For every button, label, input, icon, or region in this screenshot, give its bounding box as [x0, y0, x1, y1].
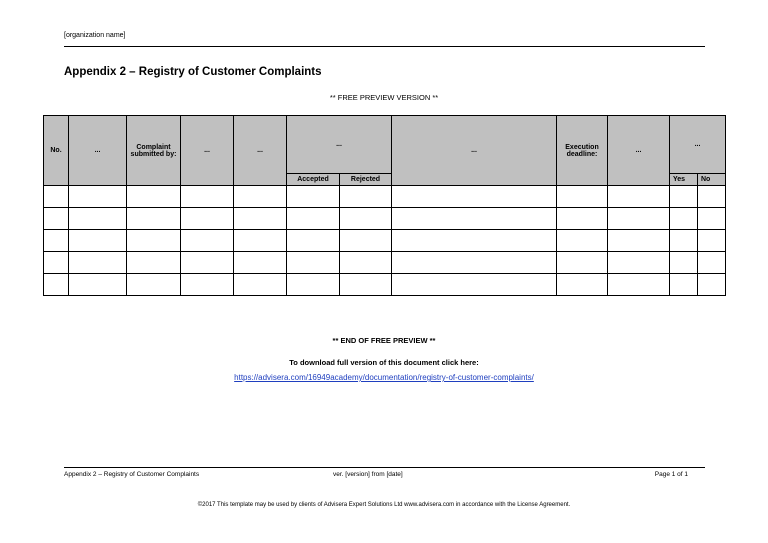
table-cell[interactable] — [557, 274, 608, 296]
table-cell[interactable] — [127, 186, 181, 208]
header-divider — [64, 46, 705, 47]
table-cell[interactable] — [234, 186, 287, 208]
footer-page-number: Page 1 of 1 — [654, 471, 688, 478]
table-cell[interactable] — [69, 208, 127, 230]
header-col8: ... — [392, 116, 557, 186]
table-cell[interactable] — [340, 208, 392, 230]
table-cell[interactable] — [234, 274, 287, 296]
table-cell[interactable] — [181, 252, 234, 274]
header-col6: ... — [287, 116, 392, 174]
table-cell[interactable] — [392, 230, 557, 252]
header-col4: ... — [181, 116, 234, 186]
table-cell[interactable] — [44, 186, 69, 208]
table-row — [44, 230, 726, 252]
table-cell[interactable] — [287, 252, 340, 274]
free-preview-banner: ** FREE PREVIEW VERSION ** — [329, 93, 439, 102]
copyright-notice: ©2017 This template may be used by clients of Advisera Expert Solutions Ltd www.advisera.com in accordance with the License Agreement. — [197, 502, 571, 508]
table-cell[interactable] — [127, 230, 181, 252]
table-cell[interactable] — [44, 252, 69, 274]
table-cell[interactable] — [698, 230, 726, 252]
table-cell[interactable] — [392, 252, 557, 274]
table-row — [44, 274, 726, 296]
table-cell[interactable] — [69, 230, 127, 252]
header-execution-deadline: Execution deadline: — [557, 116, 608, 186]
table-cell[interactable] — [670, 208, 698, 230]
header-col5: ... — [234, 116, 287, 186]
table-cell[interactable] — [557, 186, 608, 208]
table-cell[interactable] — [698, 208, 726, 230]
end-preview-banner: ** END OF FREE PREVIEW ** — [332, 336, 436, 345]
download-instruction: To download full version of this document click here: — [289, 358, 479, 367]
table-cell[interactable] — [69, 274, 127, 296]
table-cell[interactable] — [670, 230, 698, 252]
footer-document-name: Appendix 2 – Registry of Customer Complaints — [64, 471, 200, 478]
table-cell[interactable] — [287, 186, 340, 208]
table-cell[interactable] — [670, 252, 698, 274]
table-cell[interactable] — [670, 186, 698, 208]
table-cell[interactable] — [44, 274, 69, 296]
download-link[interactable]: https://advisera.com/16949academy/documentation/registry-of-customer-complaints/ — [234, 373, 534, 382]
table-cell[interactable] — [287, 274, 340, 296]
table-cell[interactable] — [340, 252, 392, 274]
table-cell[interactable] — [340, 186, 392, 208]
table-cell[interactable] — [340, 230, 392, 252]
table-cell[interactable] — [557, 208, 608, 230]
table-cell[interactable] — [392, 186, 557, 208]
table-cell[interactable] — [287, 230, 340, 252]
table-cell[interactable] — [181, 274, 234, 296]
document-title: Appendix 2 – Registry of Customer Complaints — [64, 66, 322, 78]
header-rejected: Rejected — [340, 174, 392, 186]
table-cell[interactable] — [698, 252, 726, 274]
table-cell[interactable] — [670, 274, 698, 296]
table-cell[interactable] — [127, 274, 181, 296]
header-yes: Yes — [670, 174, 698, 186]
table-cell[interactable] — [608, 252, 670, 274]
table-cell[interactable] — [44, 230, 69, 252]
table-cell[interactable] — [287, 208, 340, 230]
header-col10: ... — [608, 116, 670, 186]
table-cell[interactable] — [44, 208, 69, 230]
table-cell[interactable] — [608, 208, 670, 230]
table-row — [44, 208, 726, 230]
table-cell[interactable] — [234, 252, 287, 274]
header-complaint-submitted-by: Complaint submitted by: — [127, 116, 181, 186]
table-row — [44, 252, 726, 274]
registry-table — [43, 115, 726, 296]
table-cell[interactable] — [127, 252, 181, 274]
table-cell[interactable] — [557, 230, 608, 252]
table-cell[interactable] — [392, 274, 557, 296]
table-cell[interactable] — [340, 274, 392, 296]
table-cell[interactable] — [608, 186, 670, 208]
table-cell[interactable] — [181, 208, 234, 230]
table-cell[interactable] — [392, 208, 557, 230]
table-row — [44, 186, 726, 208]
table-cell[interactable] — [234, 230, 287, 252]
table-cell[interactable] — [557, 252, 608, 274]
table-cell[interactable] — [698, 186, 726, 208]
table-cell[interactable] — [234, 208, 287, 230]
header-no: No. — [44, 116, 69, 186]
header-no-sub: No — [698, 174, 726, 186]
footer-divider — [64, 467, 705, 468]
organization-name: [organization name] — [64, 32, 126, 39]
table-cell[interactable] — [127, 208, 181, 230]
table-cell[interactable] — [69, 186, 127, 208]
header-col2: ... — [69, 116, 127, 186]
table-body — [44, 186, 726, 296]
table-cell[interactable] — [608, 230, 670, 252]
footer-version: ver. [version] from [date] — [333, 471, 403, 478]
table-cell[interactable] — [608, 274, 670, 296]
table-cell[interactable] — [181, 186, 234, 208]
table-cell[interactable] — [69, 252, 127, 274]
header-col11: ... — [670, 116, 726, 174]
table-cell[interactable] — [181, 230, 234, 252]
header-accepted: Accepted — [287, 174, 340, 186]
table-cell[interactable] — [698, 274, 726, 296]
